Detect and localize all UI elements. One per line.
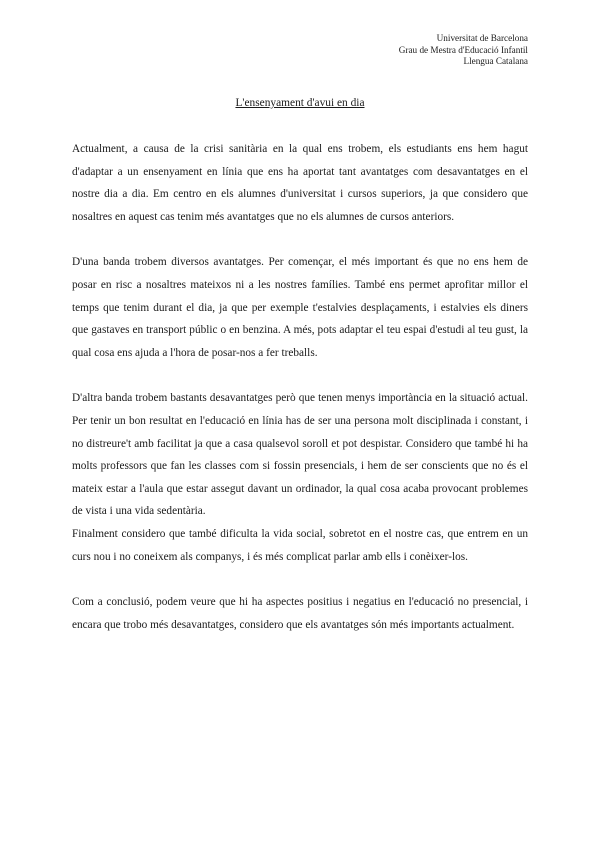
paragraph-social-life: Finalment considero que també dificulta la vida social, sobretot en el nostre cas, que entrem en un curs nou i no coneixem als companys, i és més complicat parlar amb ells i conèixer-los.	[72, 527, 528, 563]
document-title: L'ensenyament d'avui en dia	[235, 97, 365, 109]
paragraph-advantages: D'una banda trobem diversos avantatges. Per començar, el més important és que no ens hem de posar en risc a nosaltres mateixos ni a les nostres famílies. També ens permet aprofitar millor el temps que tenim durant el dia, ja que per exemple t'estalvies desplaçaments, i estalvies els diners que gastaves en transport públic o en benzina. A més, pots adaptar el teu espai d'estudi al teu gust, la qual cosa ens ajuda a l'hora de posar-nos a fer treballs.	[72, 256, 528, 359]
paragraph-disadvantages: D'altra banda trobem bastants desavantatges però que tenen menys importància en la situació actual. Per tenir un bon resultat en l'educació en línia has de ser una persona molt disciplinada i constant, i no distreure't amb facilitat ja que a casa qualsevol soroll et pot despistar. Considero que també hi ha molts professors que fan les classes com si fossin presencials, i hem de ser conscients que no és el mateix estar a l'aula que estar assegut davant un ordinador, la qual cosa acaba provocant problemes de vista i una vida sedentària.	[72, 392, 528, 518]
header-university: Universitat de Barcelona	[436, 33, 528, 43]
header-subject: Llengua Catalana	[463, 56, 528, 66]
paragraph-conclusion: Com a conclusió, podem veure que hi ha aspectes positius i negatius en l'educació no presencial, i encara que trobo més desavantatges, considero que els avantatges són més importants actualment.	[72, 596, 528, 631]
document-header	[399, 33, 528, 68]
header-degree: Grau de Mestra d'Educació Infantil	[398, 44, 528, 55]
paragraph-introduction: Actualment, a causa de la crisi sanitària en la qual ens trobem, els estudiants ens hem hagut d'adaptar a un ensenyament en línia que ens ha aportat tant avantatges com desavantatges en el nostre dia a dia. Em centro en els alumnes d'universitat i cursos superiors, ja que considero que nosaltres en aquest cas tenim més avantatges que no els alumnes de cursos anteriors.	[72, 143, 528, 223]
document-body	[72, 138, 528, 636]
